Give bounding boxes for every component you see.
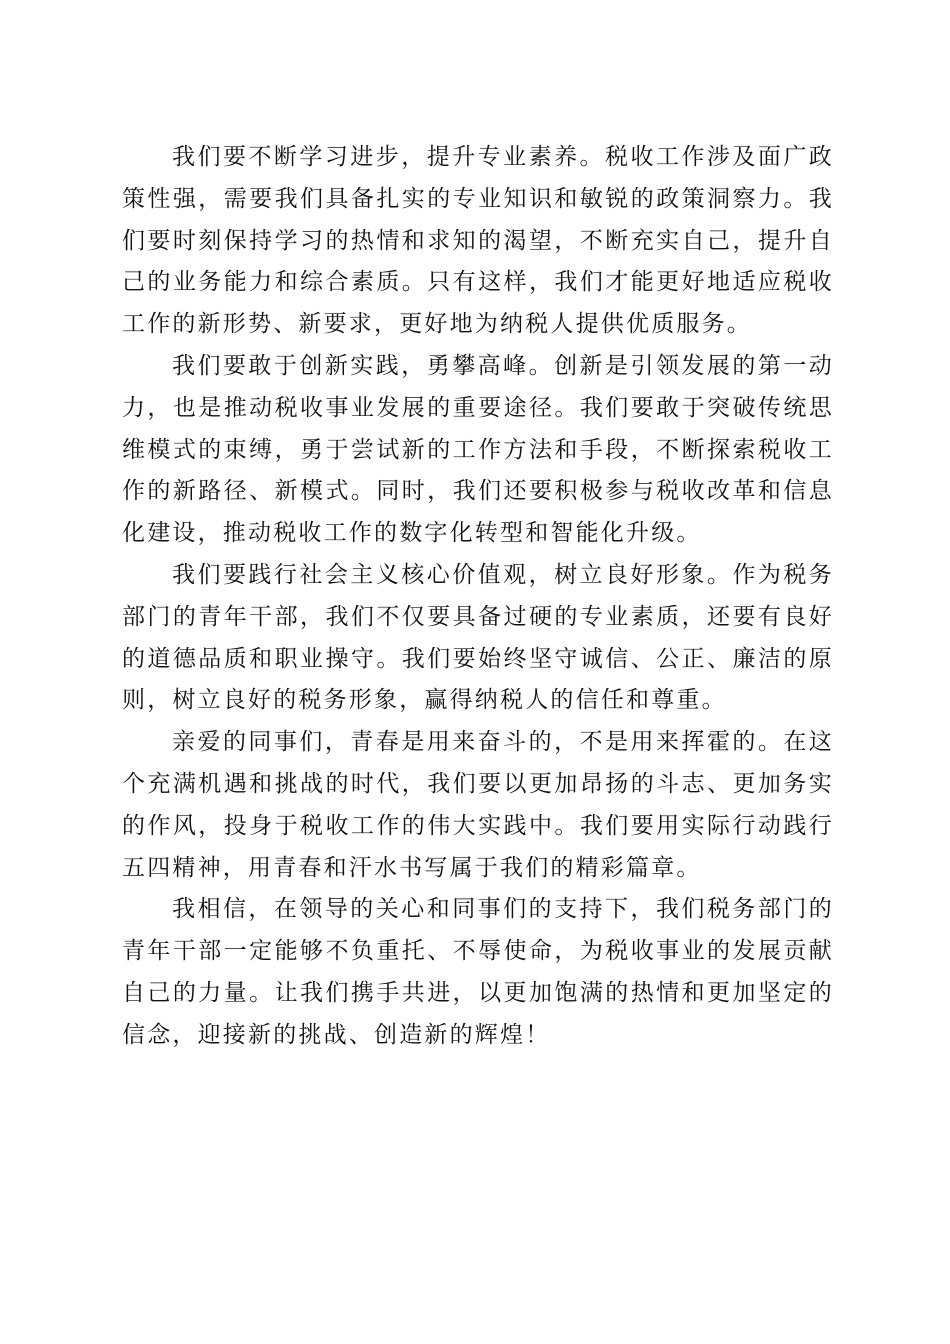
- paragraph-study: 我们要不断学习进步，提升专业素养。税收工作涉及面广政策性强，需要我们具备扎实的专业知识和敏锐的政策洞察力。我们要时刻保持学习的热情和求知的渴望，不断充实自己，提升自己的业务能力和综合素质。只有这样，我们才能更好地适应税收工作的新形势、新要求，更好地为纳税人提供优质服务。: [122, 144, 834, 338]
- document-body: [122, 137, 834, 1057]
- paragraph-innovation: 我们要敢于创新实践，勇攀高峰。创新是引领发展的第一动力，也是推动税收事业发展的重要途径。我们要敢于突破传统思维模式的束缚，勇于尝试新的工作方法和手段，不断探索税收工作的新路径、新模式。同时，我们还要积极参与税收改革和信息化建设，推动税收工作的数字化转型和智能化升级。: [122, 352, 834, 547]
- paragraph-colleagues: 亲爱的同事们，青春是用来奋斗的，不是用来挥霍的。在这个充满机遇和挑战的时代，我们要以更加昂扬的斗志、更加务实的作风，投身于税收工作的伟大实践中。我们要用实际行动践行五四精神，用青春和汗水书写属于我们的精彩篇章。: [122, 729, 834, 881]
- paragraph-closing: 我相信，在领导的关心和同事们的支持下，我们税务部门的青年干部一定能够不负重托、不辱使命，为税收事业的发展贡献自己的力量。让我们携手共进，以更加饱满的热情和更加坚定的信念，迎接新的挑战、创造新的辉煌！: [122, 896, 834, 1048]
- paragraph-values: 我们要践行社会主义核心价值观，树立良好形象。作为税务部门的青年干部，我们不仅要具备过硬的专业素质，还要有良好的道德品质和职业操守。我们要始终坚守诚信、公正、廉洁的原则，树立良好的税务形象，赢得纳税人的信任和尊重。: [122, 561, 834, 714]
